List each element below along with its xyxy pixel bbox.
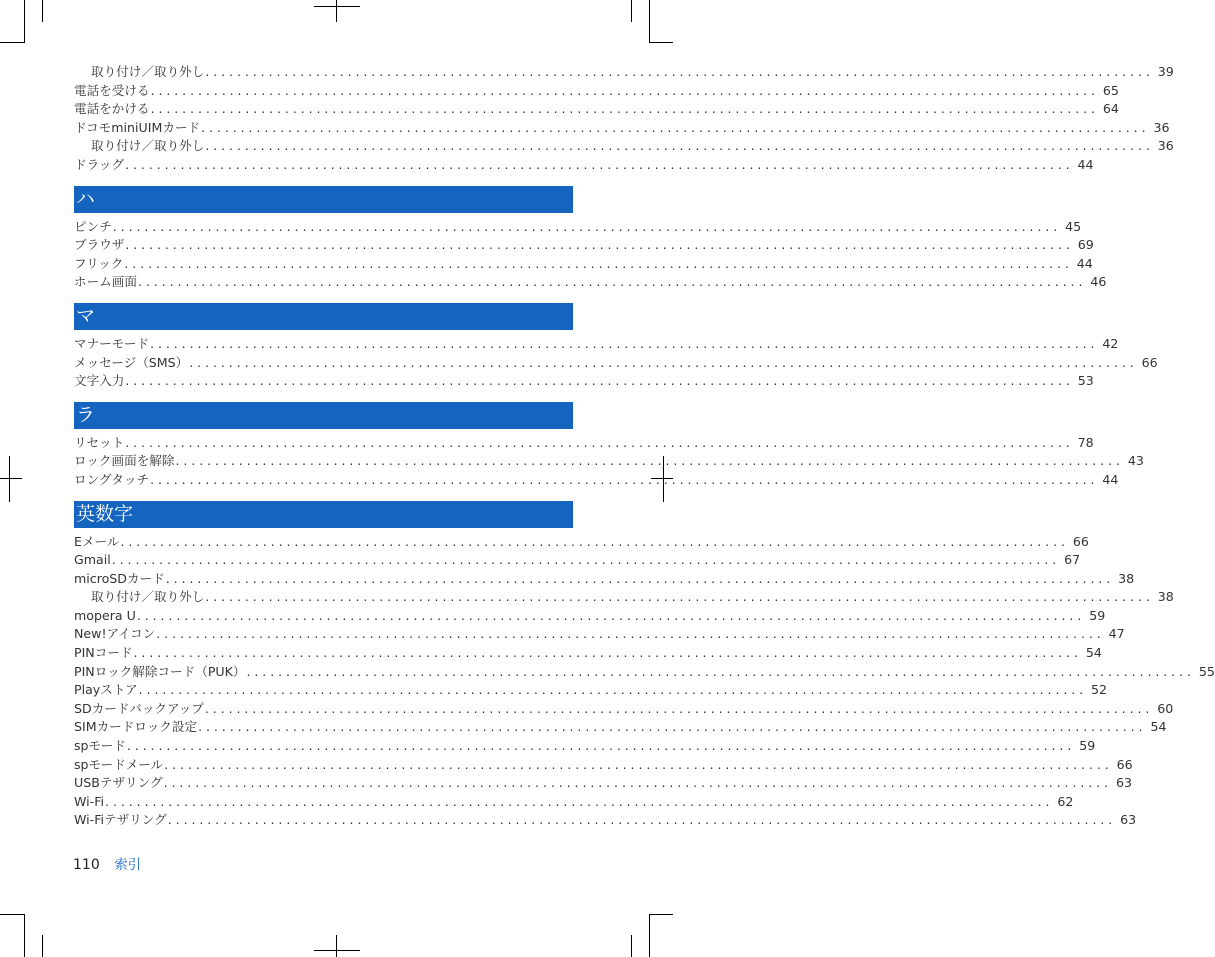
dot-leader: ........................................................................................................................: [205, 64, 1154, 79]
index-term: ピンチ: [74, 218, 112, 234]
index-term: Gmail: [74, 552, 111, 568]
footer-section-label: 索引: [114, 857, 142, 873]
index-page-number: 60: [1157, 700, 1174, 716]
dot-leader: ........................................................................................................................: [198, 719, 1147, 735]
index-page-number: 42: [1102, 335, 1119, 351]
index-page-number: 38: [1118, 570, 1135, 586]
index-page-number: 44: [1077, 156, 1094, 172]
index-entry: [74, 551, 1081, 570]
index-term: ロングタッチ: [74, 471, 150, 487]
index-term: PINロック解除コード（PUK）: [74, 663, 246, 679]
index-page-number: 69: [1077, 237, 1094, 253]
index-term: 取り付け／取り外し: [91, 589, 205, 605]
index-page-number: 46: [1090, 274, 1107, 290]
dot-leader: ........................................................................................................................: [150, 101, 1099, 117]
dot-leader: ........................................................................................................................: [112, 218, 1062, 234]
index-list: [74, 63, 1215, 830]
index-entry: [74, 625, 1125, 644]
dot-leader: ........................................................................................................................: [105, 793, 1054, 809]
index-page-number: 36: [1153, 119, 1170, 135]
index-entry: [74, 700, 1174, 719]
index-term: mopera U: [74, 607, 136, 623]
index-term: 取り付け／取り外し: [91, 138, 205, 154]
dot-leader: ........................................................................................................................: [120, 533, 1069, 549]
dot-leader: ........................................................................................................................: [125, 237, 1074, 253]
index-entry: [74, 82, 1119, 101]
dot-leader: ........................................................................................................................: [124, 255, 1073, 271]
index-term: New!アイコン: [74, 626, 156, 642]
dot-leader: ........................................................................................................................: [156, 626, 1105, 642]
section-heading: マ: [74, 303, 573, 330]
dot-leader: ........................................................................................................................: [137, 274, 1087, 290]
index-entry: [74, 434, 1094, 453]
dot-leader: ........................................................................................................................: [133, 645, 1082, 661]
index-page-number: 39: [1157, 64, 1174, 79]
section-heading: ハ: [74, 186, 573, 213]
index-term: Playストア: [74, 682, 138, 698]
section-heading: 英数字: [74, 501, 573, 528]
index-term: リセット: [74, 434, 125, 450]
index-page-number: 54: [1150, 719, 1167, 735]
index-page-number: 52: [1091, 682, 1108, 698]
index-entry: [74, 137, 1174, 156]
dot-leader: ........................................................................................................................: [164, 756, 1113, 772]
index-term: Wi-Fiテザリング: [74, 812, 167, 828]
index-entry: [74, 588, 1174, 607]
dot-leader: ........................................................................................................................: [204, 700, 1154, 716]
index-term: 電話をかける: [74, 101, 150, 117]
index-entry: [74, 452, 1144, 471]
index-entry: [74, 681, 1108, 700]
index-entry: [74, 354, 1158, 373]
dot-leader: ........................................................................................................................: [125, 373, 1074, 389]
index-term: SDカードバックアップ: [74, 700, 204, 716]
index-page-number: 45: [1065, 218, 1082, 234]
index-entry: [74, 255, 1093, 274]
index-term: ホーム画面: [74, 274, 137, 290]
index-page-number: 63: [1120, 812, 1137, 828]
index-entry: [74, 372, 1094, 391]
index-term: spモード: [74, 738, 126, 754]
index-entry: [74, 471, 1119, 490]
index-term: フリック: [74, 255, 124, 271]
index-entry: [74, 335, 1119, 354]
dot-leader: ........................................................................................................................: [167, 812, 1117, 828]
section-heading: ラ: [74, 402, 573, 429]
index-page-number: 54: [1085, 645, 1102, 661]
dot-leader: ........................................................................................................................: [246, 663, 1195, 679]
index-entry: [74, 737, 1096, 756]
index-entry: [74, 119, 1170, 138]
index-entry: [74, 811, 1137, 830]
index-entry: [74, 63, 1174, 82]
index-entry: [74, 218, 1082, 237]
index-term: 取り付け／取り外し: [91, 64, 205, 79]
index-page-number: 62: [1057, 793, 1074, 809]
index-term: PINコード: [74, 645, 133, 661]
index-entry: [74, 273, 1107, 292]
index-entry: [74, 774, 1132, 793]
index-term: Eメール: [74, 533, 120, 549]
index-term: 文字入力: [74, 373, 125, 389]
index-page-number: 59: [1089, 607, 1106, 623]
index-entry: [74, 570, 1135, 589]
dot-leader: ........................................................................................................................: [201, 119, 1150, 135]
page-number: 110: [73, 857, 100, 873]
index-entry: [74, 100, 1119, 119]
index-entry: [74, 644, 1102, 663]
dot-leader: ........................................................................................................................: [189, 354, 1138, 370]
dot-leader: ........................................................................................................................: [111, 552, 1061, 568]
page-footer: [73, 853, 141, 873]
index-entry: [74, 663, 1215, 682]
index-term: ブラウザ: [74, 237, 125, 253]
dot-leader: ........................................................................................................................: [205, 138, 1154, 154]
dot-leader: ........................................................................................................................: [125, 156, 1074, 172]
index-term: USBテザリング: [74, 775, 163, 791]
index-page-number: 55: [1198, 663, 1215, 679]
dot-leader: ........................................................................................................................: [138, 682, 1088, 698]
index-term: ドコモminiUIMカード: [74, 119, 201, 135]
index-entry: [74, 156, 1094, 175]
index-page-number: 64: [1102, 101, 1119, 117]
index-term: マナーモード: [74, 335, 150, 351]
index-page-number: 78: [1077, 434, 1094, 450]
index-term: SIMカードロック設定: [74, 719, 198, 735]
dot-leader: ........................................................................................................................: [175, 453, 1124, 469]
index-page-number: 65: [1102, 82, 1119, 98]
index-page-number: 47: [1108, 626, 1125, 642]
dot-leader: ........................................................................................................................: [205, 589, 1154, 605]
index-page-number: 66: [1141, 354, 1158, 370]
dot-leader: ........................................................................................................................: [125, 434, 1074, 450]
dot-leader: ........................................................................................................................: [150, 82, 1099, 98]
index-entry: [74, 718, 1167, 737]
index-term: 電話を受ける: [74, 82, 150, 98]
index-entry: [74, 607, 1106, 626]
index-page-number: 38: [1157, 589, 1174, 605]
index-entry: [74, 756, 1133, 775]
dot-leader: ........................................................................................................................: [150, 335, 1099, 351]
index-page-number: 63: [1115, 775, 1132, 791]
index-term: Wi-Fi: [74, 793, 105, 809]
index-page-number: 44: [1076, 255, 1093, 271]
index-page-number: 66: [1116, 756, 1133, 772]
index-page-number: 36: [1157, 138, 1174, 154]
dot-leader: ........................................................................................................................: [150, 471, 1099, 487]
index-entry: [74, 793, 1074, 812]
index-term: microSDカード: [74, 570, 165, 586]
index-entry: [74, 236, 1094, 255]
index-term: メッセージ（SMS）: [74, 354, 189, 370]
index-page-number: 53: [1077, 373, 1094, 389]
index-page-number: 59: [1079, 738, 1096, 754]
index-term: ドラッグ: [74, 156, 125, 172]
index-page-number: 44: [1102, 471, 1119, 487]
dot-leader: ........................................................................................................................: [165, 570, 1115, 586]
dot-leader: ........................................................................................................................: [163, 775, 1112, 791]
dot-leader: ........................................................................................................................: [126, 738, 1076, 754]
index-page-number: 66: [1072, 533, 1089, 549]
index-entry: [74, 533, 1089, 552]
index-page-number: 43: [1127, 453, 1144, 469]
index-page-number: 67: [1064, 552, 1081, 568]
index-term: spモードメール: [74, 756, 164, 772]
index-term: ロック画面を解除: [74, 453, 175, 469]
dot-leader: ........................................................................................................................: [136, 607, 1086, 623]
